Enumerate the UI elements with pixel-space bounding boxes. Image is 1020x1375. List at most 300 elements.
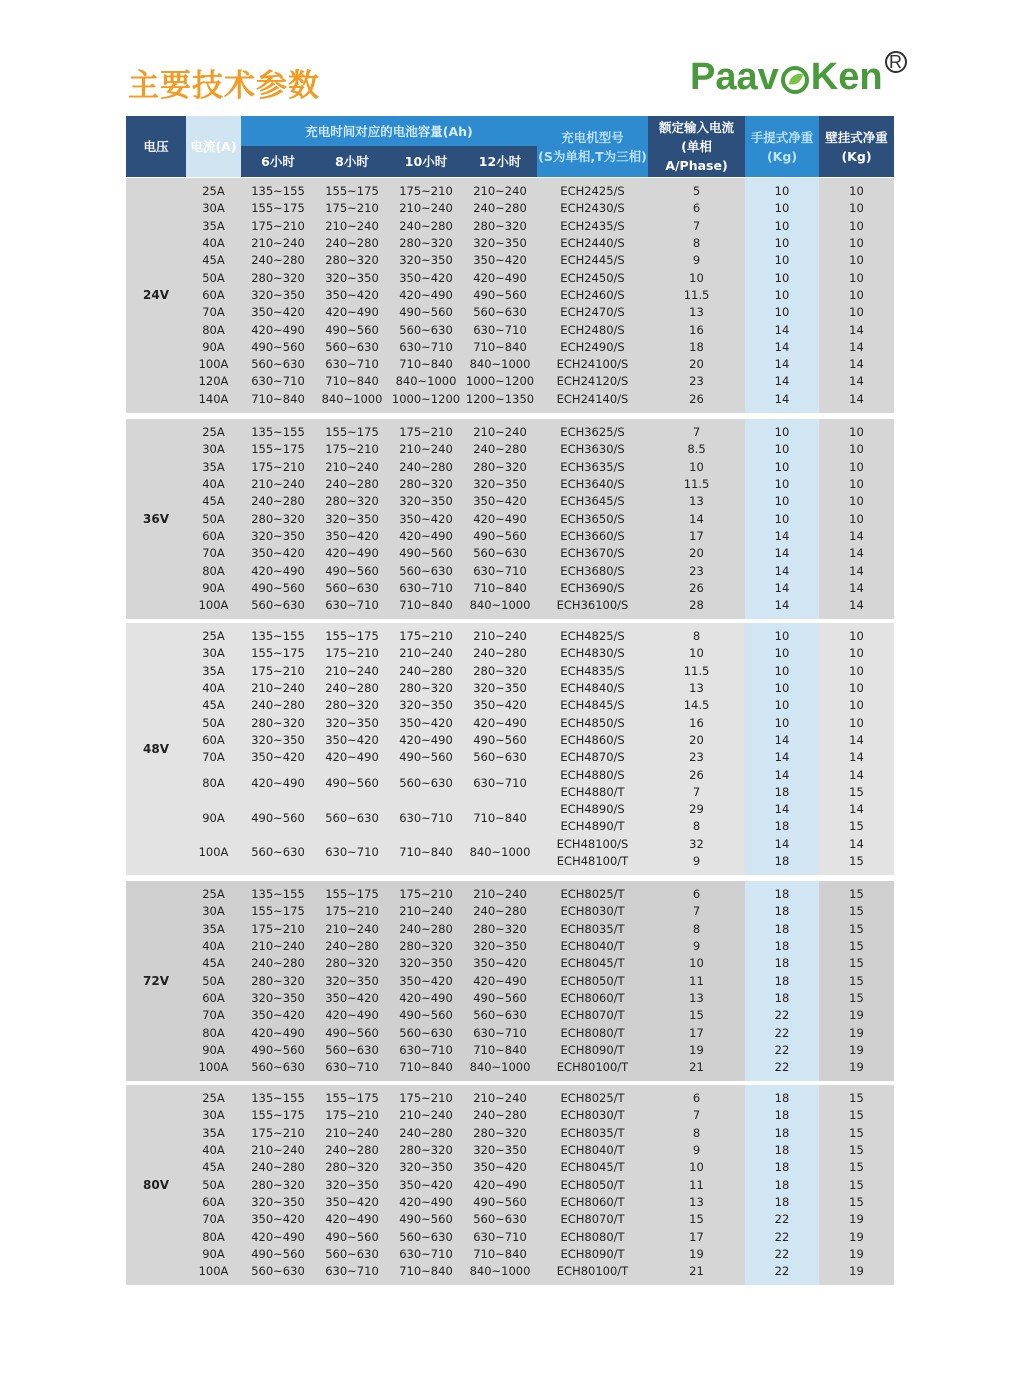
model-cell: ECH8045/T — [537, 955, 648, 972]
wall-weight-cell: 10 — [819, 269, 894, 286]
cap-6h-cell: 240~280 — [241, 697, 315, 714]
current-cell: 70A — [186, 749, 241, 766]
current-cell: 35A — [186, 663, 241, 680]
cap-8h-cell: 155~175 — [315, 886, 389, 903]
wall-weight-cell: 10 — [819, 697, 894, 714]
current-cell: 90A — [186, 1042, 241, 1059]
current-cell: 30A — [186, 441, 241, 458]
hand-weight-cell: 18 — [745, 1125, 819, 1142]
cap-12h-cell: 320~350 — [463, 938, 537, 955]
header-voltage: 电压 — [126, 116, 186, 177]
logo-text-right: Ken — [810, 56, 883, 98]
current-cell: 35A — [186, 921, 241, 938]
cap-10h-cell: 175~210 — [389, 886, 463, 903]
cap-12h-cell: 240~280 — [463, 903, 537, 920]
table-row — [126, 921, 894, 938]
cap-6h-cell: 710~840 — [241, 391, 315, 408]
current-cell: 140A — [186, 391, 241, 408]
table-row — [126, 990, 894, 1007]
cap-10h-cell: 560~630 — [389, 321, 463, 338]
wall-weight-cell: 15 — [819, 1176, 894, 1193]
cap-8h-cell: 155~175 — [315, 183, 389, 200]
table-row — [126, 562, 894, 579]
current-cell: 60A — [186, 528, 241, 545]
wall-weight-cell: 14 — [819, 580, 894, 597]
cap-12h-cell: 420~490 — [463, 1176, 537, 1193]
cap-6h-cell: 280~320 — [241, 269, 315, 286]
wall-weight-cell: 14 — [819, 373, 894, 390]
header-input-line1: 额定输入电流 — [658, 120, 734, 135]
wall-weight-cell: 19 — [819, 1246, 894, 1263]
hand-weight-cell: 14 — [745, 766, 819, 783]
input-current-cell: 13 — [648, 680, 745, 697]
table-row — [126, 801, 894, 818]
table-row — [126, 1142, 894, 1159]
page-title: 主要技术参数 — [128, 68, 320, 104]
model-cell: ECH4825/S — [537, 628, 648, 645]
cap-8h-cell: 320~350 — [315, 972, 389, 989]
model-cell: ECH48100/S — [537, 836, 648, 853]
cap-10h-cell: 630~710 — [389, 801, 463, 836]
model-cell: ECH2425/S — [537, 183, 648, 200]
cap-8h-cell: 490~560 — [315, 562, 389, 579]
current-cell: 25A — [186, 628, 241, 645]
input-current-cell: 7 — [648, 218, 745, 235]
hand-weight-cell: 10 — [745, 424, 819, 441]
table-row — [126, 200, 894, 217]
cap-12h-cell: 840~1000 — [463, 597, 537, 614]
model-cell: ECH8030/T — [537, 1107, 648, 1124]
cap-12h-cell: 840~1000 — [463, 356, 537, 373]
cap-8h-cell: 560~630 — [315, 1246, 389, 1263]
cap-10h-cell: 490~560 — [389, 545, 463, 562]
table-row — [126, 1090, 894, 1107]
input-current-cell: 13 — [648, 304, 745, 321]
wall-weight-cell: 10 — [819, 304, 894, 321]
table-row — [126, 886, 894, 903]
input-current-cell: 19 — [648, 1246, 745, 1263]
cap-12h-cell: 280~320 — [463, 663, 537, 680]
wall-weight-cell: 10 — [819, 287, 894, 304]
cap-8h-cell: 490~560 — [315, 766, 389, 801]
wall-weight-cell: 19 — [819, 1007, 894, 1024]
cap-8h-cell: 630~710 — [315, 836, 389, 871]
wall-weight-cell: 10 — [819, 645, 894, 662]
input-current-cell: 17 — [648, 528, 745, 545]
model-cell: ECH36100/S — [537, 597, 648, 614]
model-cell: ECH4890/S — [537, 801, 648, 818]
cap-8h-cell: 210~240 — [315, 921, 389, 938]
header-current: 电流(A) — [186, 116, 241, 177]
header-wall-line1: 壁挂式净重 — [825, 129, 888, 145]
model-cell: ECH3645/S — [537, 493, 648, 510]
cap-6h-cell: 155~175 — [241, 1107, 315, 1124]
cap-12h-cell: 420~490 — [463, 714, 537, 731]
table-row — [126, 441, 894, 458]
header-6h: 6小时 — [241, 146, 315, 177]
input-current-cell: 29 — [648, 801, 745, 818]
table-row — [126, 645, 894, 662]
cap-8h-cell: 420~490 — [315, 749, 389, 766]
cap-8h-cell: 320~350 — [315, 714, 389, 731]
input-current-cell: 7 — [648, 1107, 745, 1124]
hand-weight-cell: 10 — [745, 252, 819, 269]
cap-12h-cell: 630~710 — [463, 562, 537, 579]
cap-12h-cell: 240~280 — [463, 645, 537, 662]
current-cell: 35A — [186, 218, 241, 235]
voltage-cell: 24V — [126, 183, 186, 408]
model-cell: ECH2460/S — [537, 287, 648, 304]
wall-weight-cell: 14 — [819, 339, 894, 356]
voltage-group-24v — [126, 178, 894, 413]
hand-weight-cell: 10 — [745, 218, 819, 235]
table-row — [126, 938, 894, 955]
input-current-cell: 20 — [648, 356, 745, 373]
model-cell: ECH8080/T — [537, 1228, 648, 1245]
current-cell: 80A — [186, 562, 241, 579]
model-cell: ECH4840/S — [537, 680, 648, 697]
cap-10h-cell: 320~350 — [389, 493, 463, 510]
cap-8h-cell: 490~560 — [315, 321, 389, 338]
cap-6h-cell: 175~210 — [241, 921, 315, 938]
hand-weight-cell: 18 — [745, 1090, 819, 1107]
table-row — [126, 424, 894, 441]
table-row — [126, 732, 894, 749]
cap-10h-cell: 320~350 — [389, 1159, 463, 1176]
cap-10h-cell: 320~350 — [389, 697, 463, 714]
cap-12h-cell: 710~840 — [463, 1246, 537, 1263]
wall-weight-cell: 14 — [819, 356, 894, 373]
cap-12h-cell: 490~560 — [463, 990, 537, 1007]
cap-6h-cell: 420~490 — [241, 1024, 315, 1041]
hand-weight-cell: 10 — [745, 714, 819, 731]
current-cell: 30A — [186, 200, 241, 217]
current-cell: 80A — [186, 1228, 241, 1245]
cap-8h-cell: 840~1000 — [315, 391, 389, 408]
cap-10h-cell: 350~420 — [389, 972, 463, 989]
logo-text-left: Paav — [690, 56, 779, 98]
current-cell: 70A — [186, 1007, 241, 1024]
current-cell: 50A — [186, 1176, 241, 1193]
current-cell: 25A — [186, 424, 241, 441]
wall-weight-cell: 10 — [819, 476, 894, 493]
input-current-cell: 9 — [648, 252, 745, 269]
cap-10h-cell: 630~710 — [389, 580, 463, 597]
cap-10h-cell: 560~630 — [389, 1228, 463, 1245]
table-row — [126, 1194, 894, 1211]
cap-8h-cell: 175~210 — [315, 645, 389, 662]
voltage-group-80v — [126, 1085, 894, 1285]
current-cell: 35A — [186, 459, 241, 476]
model-cell: ECH3690/S — [537, 580, 648, 597]
cap-8h-cell: 630~710 — [315, 597, 389, 614]
hand-weight-cell: 18 — [745, 853, 819, 870]
input-current-cell: 7 — [648, 903, 745, 920]
current-cell: 25A — [186, 1090, 241, 1107]
cap-12h-cell: 560~630 — [463, 1007, 537, 1024]
hand-weight-cell: 10 — [745, 459, 819, 476]
table-row — [126, 580, 894, 597]
model-cell: ECH2430/S — [537, 200, 648, 217]
cap-12h-cell: 710~840 — [463, 580, 537, 597]
hand-weight-cell: 18 — [745, 784, 819, 801]
cap-8h-cell: 155~175 — [315, 424, 389, 441]
current-cell: 25A — [186, 183, 241, 200]
cap-6h-cell: 210~240 — [241, 235, 315, 252]
cap-10h-cell: 175~210 — [389, 183, 463, 200]
model-cell: ECH8080/T — [537, 1024, 648, 1041]
input-current-cell: 32 — [648, 836, 745, 853]
input-current-cell: 16 — [648, 321, 745, 338]
cap-8h-cell: 210~240 — [315, 1125, 389, 1142]
cap-12h-cell: 490~560 — [463, 732, 537, 749]
model-cell: ECH80100/T — [537, 1059, 648, 1076]
header-input-current — [648, 116, 745, 177]
header-capacity: 充电时间对应的电池容量(Ah) — [241, 116, 537, 146]
cap-8h-cell: 280~320 — [315, 1159, 389, 1176]
current-cell: 30A — [186, 903, 241, 920]
table-row — [126, 766, 894, 783]
table-row — [126, 1024, 894, 1041]
voltage-cell: 72V — [126, 886, 186, 1076]
hand-weight-cell: 10 — [745, 287, 819, 304]
input-current-cell: 11 — [648, 1176, 745, 1193]
input-current-cell: 9 — [648, 938, 745, 955]
cap-6h-cell: 560~630 — [241, 1263, 315, 1280]
cap-12h-cell: 320~350 — [463, 1142, 537, 1159]
cap-8h-cell: 560~630 — [315, 801, 389, 836]
hand-weight-cell: 18 — [745, 938, 819, 955]
hand-weight-cell: 10 — [745, 697, 819, 714]
hand-weight-cell: 18 — [745, 955, 819, 972]
table-row — [126, 218, 894, 235]
cap-12h-cell: 560~630 — [463, 545, 537, 562]
wall-weight-cell: 14 — [819, 321, 894, 338]
model-cell: ECH8090/T — [537, 1246, 648, 1263]
cap-10h-cell: 420~490 — [389, 1194, 463, 1211]
wall-weight-cell: 15 — [819, 921, 894, 938]
model-cell: ECH4870/S — [537, 749, 648, 766]
input-current-cell: 8 — [648, 1125, 745, 1142]
current-cell: 120A — [186, 373, 241, 390]
table-row — [126, 955, 894, 972]
model-cell: ECH2470/S — [537, 304, 648, 321]
table-row — [126, 903, 894, 920]
cap-12h-cell: 210~240 — [463, 628, 537, 645]
model-cell: ECH8030/T — [537, 903, 648, 920]
wall-weight-cell: 10 — [819, 252, 894, 269]
wall-weight-cell: 15 — [819, 1090, 894, 1107]
current-cell: 60A — [186, 732, 241, 749]
input-current-cell: 7 — [648, 424, 745, 441]
input-current-cell: 10 — [648, 955, 745, 972]
cap-10h-cell: 240~280 — [389, 459, 463, 476]
spec-table-header — [126, 116, 894, 177]
current-cell: 25A — [186, 886, 241, 903]
table-row — [126, 476, 894, 493]
current-cell: 45A — [186, 1159, 241, 1176]
cap-8h-cell: 240~280 — [315, 680, 389, 697]
current-cell: 50A — [186, 972, 241, 989]
hand-weight-cell: 14 — [745, 373, 819, 390]
input-current-cell: 11.5 — [648, 663, 745, 680]
cap-8h-cell: 240~280 — [315, 235, 389, 252]
header-hand-line1: 手提式净重 — [750, 129, 814, 145]
cap-10h-cell: 175~210 — [389, 424, 463, 441]
hand-weight-cell: 18 — [745, 818, 819, 835]
cap-12h-cell: 630~710 — [463, 766, 537, 801]
hand-weight-cell: 14 — [745, 321, 819, 338]
current-cell: 40A — [186, 680, 241, 697]
brand-logo — [690, 52, 907, 99]
wall-weight-cell: 14 — [819, 801, 894, 818]
cap-10h-cell: 210~240 — [389, 441, 463, 458]
cap-8h-cell: 210~240 — [315, 218, 389, 235]
cap-10h-cell: 240~280 — [389, 921, 463, 938]
cap-10h-cell: 560~630 — [389, 1024, 463, 1041]
model-cell: ECH8060/T — [537, 1194, 648, 1211]
wall-weight-cell: 10 — [819, 714, 894, 731]
input-current-cell: 13 — [648, 990, 745, 1007]
wall-weight-cell: 14 — [819, 528, 894, 545]
cap-6h-cell: 320~350 — [241, 732, 315, 749]
wall-weight-cell: 10 — [819, 459, 894, 476]
cap-10h-cell: 280~320 — [389, 938, 463, 955]
voltage-cell: 80V — [126, 1090, 186, 1280]
cap-10h-cell: 210~240 — [389, 1107, 463, 1124]
voltage-group-36v — [126, 419, 894, 619]
hand-weight-cell: 14 — [745, 597, 819, 614]
current-cell: 35A — [186, 1125, 241, 1142]
cap-10h-cell: 280~320 — [389, 235, 463, 252]
cap-12h-cell: 710~840 — [463, 339, 537, 356]
model-cell: ECH4830/S — [537, 645, 648, 662]
cap-10h-cell: 350~420 — [389, 1176, 463, 1193]
voltage-group-48v — [126, 623, 894, 875]
cap-6h-cell: 490~560 — [241, 339, 315, 356]
current-cell: 30A — [186, 645, 241, 662]
hand-weight-cell: 22 — [745, 1007, 819, 1024]
hand-weight-cell: 22 — [745, 1024, 819, 1041]
input-current-cell: 8 — [648, 921, 745, 938]
model-cell: ECH8050/T — [537, 1176, 648, 1193]
table-row — [126, 749, 894, 766]
hand-weight-cell: 10 — [745, 200, 819, 217]
hand-weight-cell: 10 — [745, 269, 819, 286]
current-cell: 60A — [186, 287, 241, 304]
wall-weight-cell: 14 — [819, 562, 894, 579]
input-current-cell: 26 — [648, 391, 745, 408]
cap-12h-cell: 1200~1350 — [463, 391, 537, 408]
cap-12h-cell: 1000~1200 — [463, 373, 537, 390]
cap-6h-cell: 280~320 — [241, 1176, 315, 1193]
cap-10h-cell: 240~280 — [389, 663, 463, 680]
wall-weight-cell: 19 — [819, 1263, 894, 1280]
hand-weight-cell: 14 — [745, 801, 819, 818]
hand-weight-cell: 14 — [745, 562, 819, 579]
hand-weight-cell: 18 — [745, 1176, 819, 1193]
cap-6h-cell: 240~280 — [241, 1159, 315, 1176]
current-cell: 70A — [186, 545, 241, 562]
wall-weight-cell: 14 — [819, 732, 894, 749]
model-cell: ECH4880/T — [537, 784, 648, 801]
cap-6h-cell: 240~280 — [241, 955, 315, 972]
cap-8h-cell: 630~710 — [315, 356, 389, 373]
input-current-cell: 13 — [648, 1194, 745, 1211]
model-cell: ECH8070/T — [537, 1211, 648, 1228]
model-cell: ECH3640/S — [537, 476, 648, 493]
wall-weight-cell: 10 — [819, 510, 894, 527]
hand-weight-cell: 14 — [745, 528, 819, 545]
model-cell: ECH8025/T — [537, 886, 648, 903]
cap-8h-cell: 560~630 — [315, 339, 389, 356]
input-current-cell: 18 — [648, 339, 745, 356]
wall-weight-cell: 10 — [819, 663, 894, 680]
cap-10h-cell: 350~420 — [389, 510, 463, 527]
header-hand-line2: (Kg) — [766, 148, 798, 164]
cap-8h-cell: 630~710 — [315, 1059, 389, 1076]
header-10h: 10小时 — [389, 146, 463, 177]
header-model-line2: (S为单相,T为三相) — [538, 148, 647, 164]
current-cell: 60A — [186, 1194, 241, 1211]
cap-6h-cell: 135~155 — [241, 628, 315, 645]
cap-6h-cell: 280~320 — [241, 714, 315, 731]
current-cell: 70A — [186, 304, 241, 321]
cap-8h-cell: 630~710 — [315, 1263, 389, 1280]
registered-mark: R — [885, 51, 907, 73]
hand-weight-cell: 10 — [745, 680, 819, 697]
model-cell: ECH3670/S — [537, 545, 648, 562]
current-cell: 40A — [186, 938, 241, 955]
cap-6h-cell: 350~420 — [241, 1007, 315, 1024]
cap-6h-cell: 420~490 — [241, 766, 315, 801]
table-row — [126, 391, 894, 408]
table-row — [126, 493, 894, 510]
hand-weight-cell: 14 — [745, 356, 819, 373]
wall-weight-cell: 15 — [819, 938, 894, 955]
table-row — [126, 972, 894, 989]
cap-6h-cell: 175~210 — [241, 1125, 315, 1142]
wall-weight-cell: 15 — [819, 784, 894, 801]
model-cell: ECH4835/S — [537, 663, 648, 680]
cap-10h-cell: 710~840 — [389, 1059, 463, 1076]
table-row — [126, 1107, 894, 1124]
hand-weight-cell: 22 — [745, 1246, 819, 1263]
cap-6h-cell: 420~490 — [241, 1228, 315, 1245]
cap-6h-cell: 560~630 — [241, 836, 315, 871]
cap-12h-cell: 320~350 — [463, 680, 537, 697]
model-cell: ECH3660/S — [537, 528, 648, 545]
cap-6h-cell: 560~630 — [241, 597, 315, 614]
input-current-cell: 20 — [648, 732, 745, 749]
header-wall-line2: (Kg) — [841, 148, 872, 164]
model-cell: ECH3635/S — [537, 459, 648, 476]
cap-10h-cell: 710~840 — [389, 597, 463, 614]
cap-8h-cell: 280~320 — [315, 955, 389, 972]
cap-10h-cell: 210~240 — [389, 645, 463, 662]
cap-12h-cell: 630~710 — [463, 321, 537, 338]
cap-10h-cell: 280~320 — [389, 476, 463, 493]
cap-6h-cell: 490~560 — [241, 801, 315, 836]
cap-10h-cell: 280~320 — [389, 1142, 463, 1159]
cap-6h-cell: 350~420 — [241, 545, 315, 562]
input-current-cell: 7 — [648, 784, 745, 801]
table-row — [126, 1263, 894, 1280]
table-row — [126, 545, 894, 562]
leaf-icon — [780, 65, 810, 95]
cap-12h-cell: 210~240 — [463, 183, 537, 200]
cap-12h-cell: 210~240 — [463, 1090, 537, 1107]
